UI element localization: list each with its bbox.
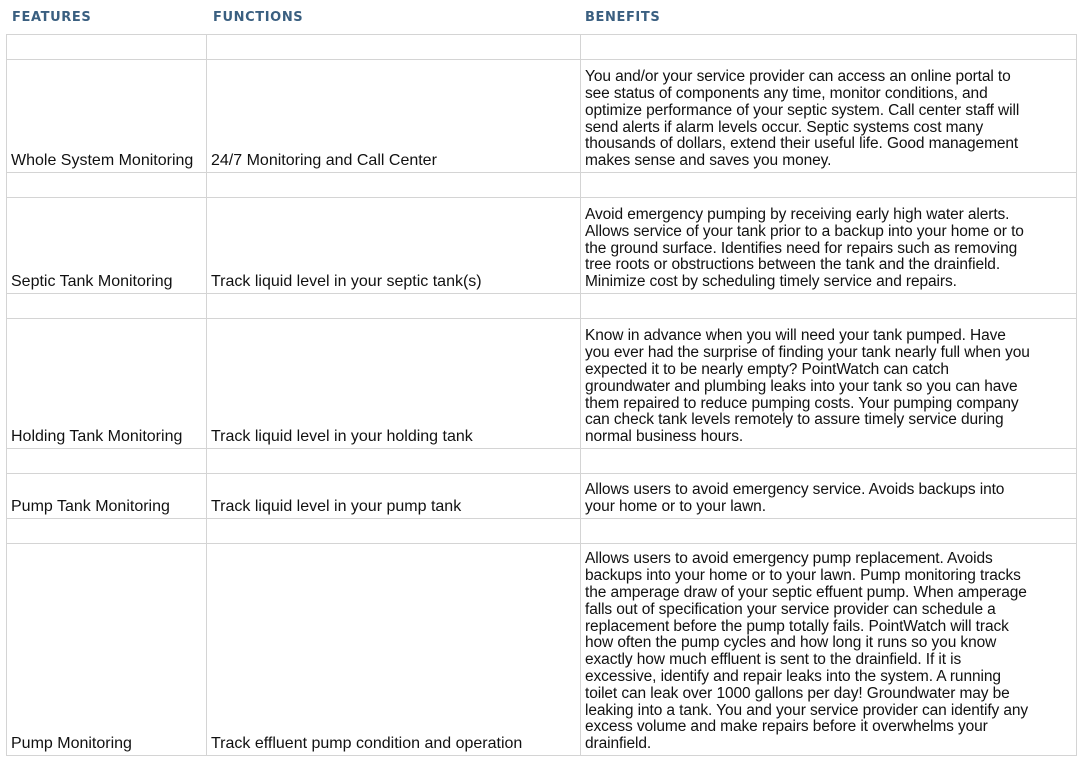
table-row-holding-tank bbox=[7, 319, 1077, 449]
benefit-cell: Know in advance when you will need your tank pumped. Have you ever had the surprise of finding your tank nearly full when you expected it to be nearly empty? PointWatch can catch groundwater and plumbing leaks into your tank so you can have them repaired to reduce pumping costs. Your pumping company can check tank levels remotely to assure timely service during normal business hours. bbox=[581, 319, 1077, 449]
function-cell: Track liquid level in your septic tank(s) bbox=[207, 198, 581, 294]
spacer-cell bbox=[7, 294, 207, 319]
spacer-cell bbox=[581, 294, 1077, 319]
header-features: FEATURES bbox=[12, 10, 92, 25]
benefit-cell: Avoid emergency pumping by receiving early high water alerts. Allows service of your tank prior to a backup into your home or to the ground surface. Identifies need for repairs such as removing tree roots or obstructions between the tank and the drainfield. Minimize cost by scheduling timely service and repairs. bbox=[581, 198, 1077, 294]
spacer-row bbox=[7, 35, 1077, 60]
spacer-cell bbox=[581, 173, 1077, 198]
table-header-row bbox=[0, 0, 1080, 34]
spacer-cell bbox=[207, 173, 581, 198]
spacer-cell bbox=[7, 35, 207, 60]
feature-cell: Pump Tank Monitoring bbox=[7, 474, 207, 519]
table-row-whole-system bbox=[7, 60, 1077, 173]
header-benefits: BENEFITS bbox=[585, 10, 661, 25]
function-cell: Track liquid level in your holding tank bbox=[207, 319, 581, 449]
spacer-cell bbox=[581, 449, 1077, 474]
spacer-cell bbox=[207, 294, 581, 319]
feature-cell: Pump Monitoring bbox=[7, 544, 207, 756]
spacer-cell bbox=[7, 173, 207, 198]
feature-cell: Septic Tank Monitoring bbox=[7, 198, 207, 294]
table-row-pump-tank bbox=[7, 474, 1077, 519]
spacer-cell bbox=[207, 519, 581, 544]
benefit-cell: You and/or your service provider can access an online portal to see status of components any time, monitor conditions, and optimize performance of your septic system. Call center staff will send alerts if alarm levels occur. Septic systems cost many thousands of dollars, extend their useful life. Good management makes sense and saves you money. bbox=[581, 60, 1077, 173]
spacer-cell bbox=[581, 35, 1077, 60]
table-row-septic-tank bbox=[7, 198, 1077, 294]
function-cell: 24/7 Monitoring and Call Center bbox=[207, 60, 581, 173]
feature-cell: Holding Tank Monitoring bbox=[7, 319, 207, 449]
spacer-row bbox=[7, 173, 1077, 198]
spacer-row bbox=[7, 519, 1077, 544]
features-table-body bbox=[7, 35, 1077, 756]
spacer-cell bbox=[207, 449, 581, 474]
feature-cell: Whole System Monitoring bbox=[7, 60, 207, 173]
function-cell: Track liquid level in your pump tank bbox=[207, 474, 581, 519]
spacer-cell bbox=[207, 35, 581, 60]
spacer-row bbox=[7, 449, 1077, 474]
benefit-cell: Allows users to avoid emergency service. Avoids backups into your home or to your lawn. bbox=[581, 474, 1077, 519]
header-functions: FUNCTIONS bbox=[213, 10, 304, 25]
benefit-cell: Allows users to avoid emergency pump replacement. Avoids backups into your home or to your lawn. Pump monitoring tracks the amperage draw of your septic effuent pump. When amperage falls out of specification your service provider can schedule a replacement before the pump totally fails. PointWatch will track how often the pump cycles and how long it runs so you know exactly how much effluent is sent to the drainfield. If it is excessive, identify and repair leaks into the system. A running toilet can leak over 1000 gallons per day! Groundwater may be leaking into a tank. You and your service provider can identify any excess volume and make repairs before it overwhelms your drainfield. bbox=[581, 544, 1077, 756]
spacer-cell bbox=[7, 519, 207, 544]
spacer-cell bbox=[581, 519, 1077, 544]
spacer-row bbox=[7, 294, 1077, 319]
spacer-cell bbox=[7, 449, 207, 474]
features-table bbox=[6, 34, 1077, 756]
table-row-pump-monitoring bbox=[7, 544, 1077, 756]
function-cell: Track effluent pump condition and operation bbox=[207, 544, 581, 756]
